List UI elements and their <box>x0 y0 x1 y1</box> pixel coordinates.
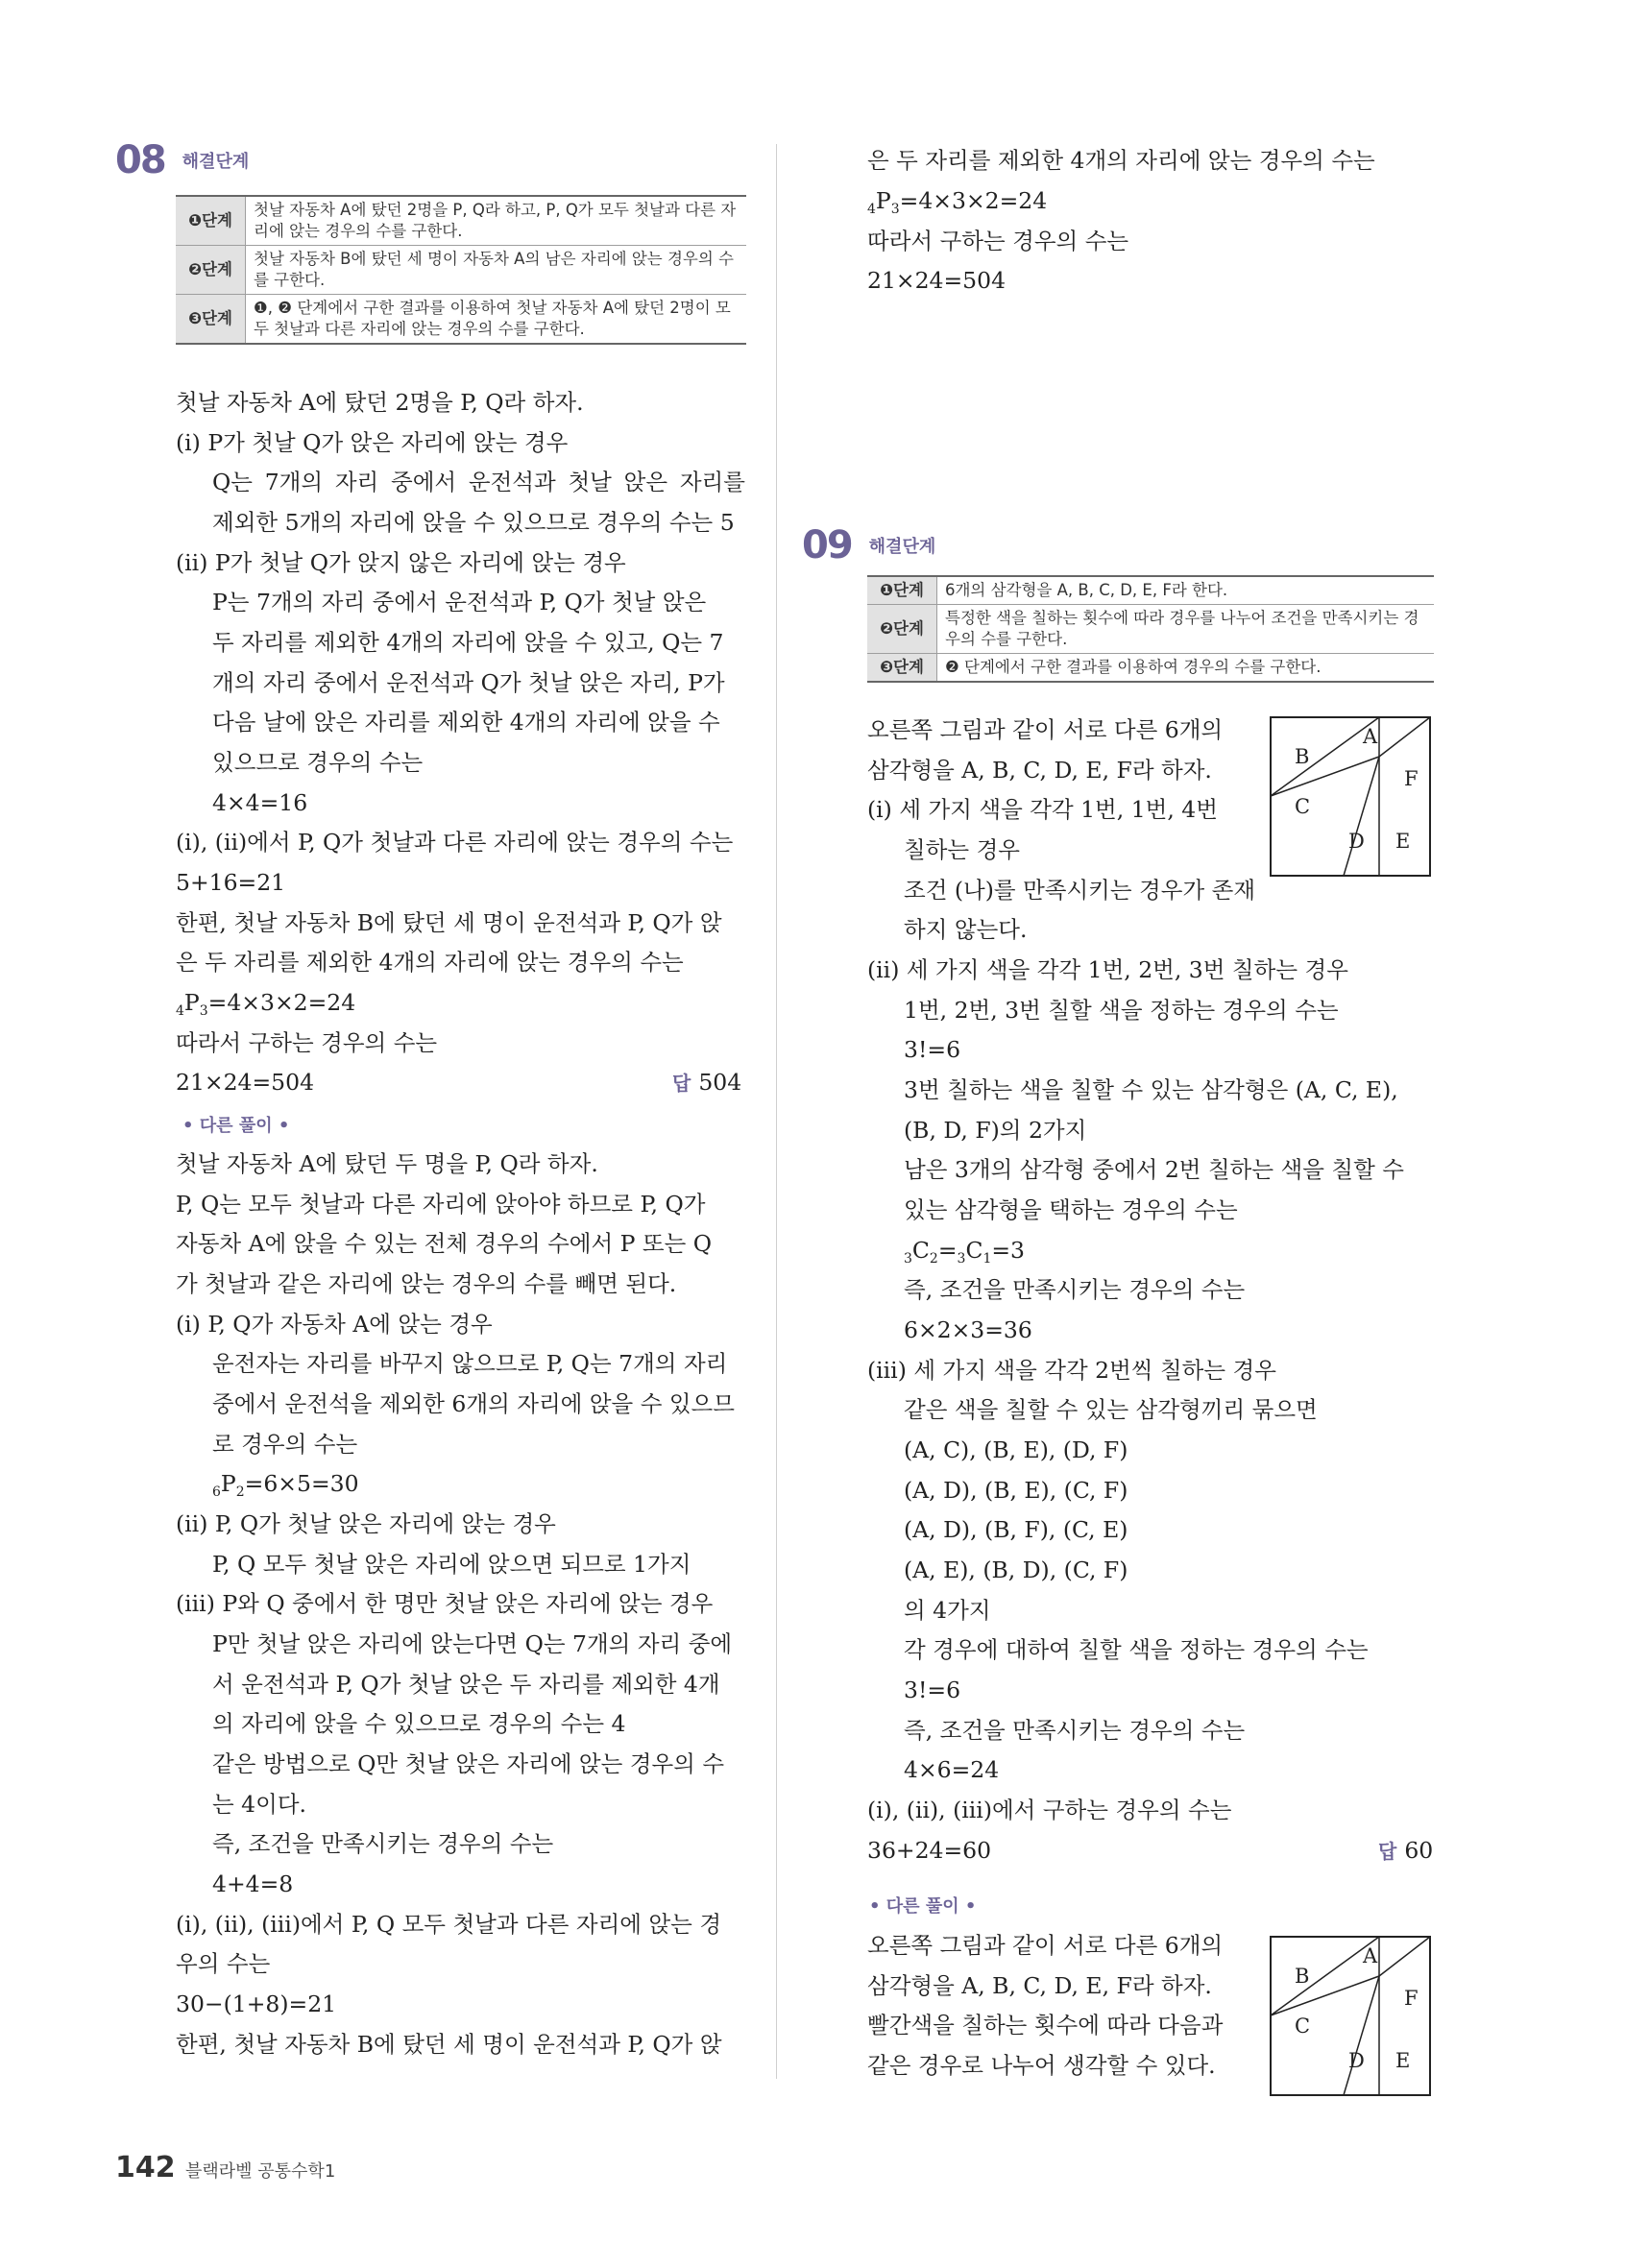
alt-line: 한편, 첫날 자동차 B에 탔던 세 명이 운전석과 P, Q가 앉 <box>176 2031 722 2058</box>
step-text: 첫날 자동차 A에 탔던 2명을 P, Q라 하고, P, Q가 모두 첫날과 다른 자리에 앉는 경우의 수를 구한다. <box>246 196 747 246</box>
alt-line: 첫날 자동차 A에 탔던 두 명을 P, Q라 하자. <box>176 1150 598 1177</box>
solution-line: 6×2×3=36 <box>904 1316 1032 1343</box>
alt-line: (ⅰ), (ⅱ), (ⅲ)에서 P, Q 모두 첫날과 다른 자리에 앉는 경 <box>176 1911 722 1938</box>
alt-line: 운전자는 자리를 바꾸지 않으므로 P, Q는 7개의 자리 <box>212 1350 728 1377</box>
solution-line: 하지 않는다. <box>904 916 1028 943</box>
solution-line: 5+16=21 <box>176 869 286 896</box>
permutation-line <box>867 186 1047 224</box>
perm-body: $P_2=6\times 5=30$ <box>220 1470 359 1500</box>
step-text: 6개의 삼각형을 A, B, C, D, E, F라 한다. <box>937 576 1435 605</box>
step-label: ❸단계 <box>867 654 937 683</box>
solution-line: 4×6=24 <box>904 1756 1000 1783</box>
alt-line: 중에서 운전석을 제외한 6개의 자리에 앉을 수 있으므 <box>212 1390 735 1417</box>
alt-line: 우의 수는 <box>176 1950 271 1977</box>
solution-line: 두 자리를 제외한 4개의 자리에 앉을 수 있고, Q는 7 <box>212 629 724 656</box>
answer-box <box>1378 1836 1433 1866</box>
problem-09-steps-table <box>867 575 1434 683</box>
solution-line: (A, D), (B, F), (C, E) <box>904 1516 1128 1543</box>
step-row <box>867 654 1434 683</box>
alt-line: P, Q 모두 첫날 앉은 자리에 앉으면 되므로 1가지 <box>212 1551 691 1578</box>
label-a: A <box>1363 1944 1378 1967</box>
solution-line: 첫날 자동차 A에 탔던 2명을 P, Q라 하자. <box>176 389 584 416</box>
word: 앉은 <box>623 469 668 495</box>
label-c: C <box>1295 795 1311 818</box>
solution-line: 3!=6 <box>904 1036 961 1063</box>
solution-line: 각 경우에 대하여 칠할 색을 정하는 경우의 수는 <box>904 1636 1369 1663</box>
solution-line: 3!=6 <box>904 1677 961 1703</box>
step-text: ❶, ❷ 단계에서 구한 결과를 이용하여 첫날 자동차 A에 탔던 2명이 모두 첫날과 다른 자리에 앉는 경우의 수를 구한다. <box>246 295 747 345</box>
problem-number: 08 <box>115 138 165 182</box>
alt-line: (ⅰ) P, Q가 자동차 A에 앉는 경우 <box>176 1311 493 1338</box>
page-number: 142 <box>115 2151 176 2184</box>
permutation-line <box>212 1469 359 1507</box>
perm-pre: 4 <box>176 1003 184 1019</box>
perm-body: $P_3=4\times 3\times 2=24$ <box>875 187 1048 217</box>
solution-line: 의 4가지 <box>904 1597 991 1624</box>
perm-sub: 3 <box>890 202 900 217</box>
solution-line: (A, E), (B, D), (C, F) <box>904 1556 1128 1583</box>
solution-steps-tag: 해결단계 <box>868 537 936 557</box>
cont-line: 21×24=504 <box>867 267 1007 294</box>
label-f: F <box>1404 767 1419 790</box>
label-d: D <box>1348 2049 1365 2072</box>
solution-line: 다음 날에 앉은 자리를 제외한 4개의 자리에 앉을 수 <box>212 709 720 736</box>
step-text: 특정한 색을 칠하는 횟수에 따라 경우를 나누어 조건을 만족시키는 경우의 수를 구한다. <box>937 605 1435 654</box>
step-row <box>176 295 746 345</box>
alt-line: 같은 경우로 나누어 생각할 수 있다. <box>867 2052 1216 2079</box>
book-title: 블랙라벨 공통수학1 <box>185 2161 336 2182</box>
word: Q는 <box>212 469 253 495</box>
label-f: F <box>1404 1987 1419 2010</box>
word: 운전석과 <box>468 469 556 495</box>
step-label: ❷단계 <box>867 605 937 654</box>
perm-sub: 2 <box>235 1484 245 1500</box>
answer-value: 504 <box>698 1069 742 1096</box>
alt-line: 가 첫날과 같은 자리에 앉는 경우의 수를 빼면 된다. <box>176 1270 677 1297</box>
alt-line: (ⅱ) P, Q가 첫날 앉은 자리에 앉는 경우 <box>176 1510 556 1537</box>
comb-pre: 3 <box>904 1251 912 1267</box>
alt-line: P만 첫날 앉은 자리에 앉는다면 Q는 7개의 자리 중에 <box>212 1630 733 1657</box>
solution-line: 조건 (나)를 만족시키는 경우가 존재 <box>904 877 1256 904</box>
problem-number: 09 <box>802 523 852 567</box>
solution-line: (B, D, F)의 2가지 <box>904 1117 1087 1144</box>
solution-steps-tag: 해결단계 <box>182 152 250 172</box>
alt-line: (ⅲ) P와 Q 중에서 한 명만 첫날 앉은 자리에 앉는 경우 <box>176 1590 714 1617</box>
label-d: D <box>1348 830 1365 853</box>
solution-line: 같은 색을 칠할 수 있는 삼각형끼리 묶으면 <box>904 1396 1318 1423</box>
solution-line: 삼각형을 A, B, C, D, E, F라 하자. <box>867 757 1212 784</box>
alt-solution-label: • 다른 풀이 • <box>182 1116 290 1136</box>
word: 7개의 <box>264 469 324 495</box>
perm-pre: 6 <box>212 1484 221 1500</box>
column-divider <box>776 144 777 2079</box>
permutation-line <box>176 988 355 1025</box>
step-row <box>176 196 746 246</box>
figure-line <box>1271 757 1379 796</box>
step-text: ❷ 단계에서 구한 결과를 이용하여 경우의 수를 구한다. <box>937 654 1435 683</box>
figure-line <box>1344 1976 1379 2095</box>
solution-line: 있으므로 경우의 수는 <box>212 749 424 776</box>
solution-line: (ⅰ) 세 가지 색을 각각 1번, 1번, 4번 <box>867 796 1218 823</box>
comb-sub: 1 <box>982 1251 992 1267</box>
answer-box <box>672 1068 741 1098</box>
solution-line: 3번 칠하는 색을 칠할 수 있는 삼각형은 (A, C, E), <box>904 1076 1398 1103</box>
solution-line: 4×4=16 <box>212 789 308 816</box>
solution-line: 36+24=60 <box>867 1837 992 1864</box>
label-b: B <box>1295 1965 1310 1988</box>
comb-sub: 2 <box>929 1251 938 1267</box>
solution-line: 21×24=504 <box>176 1069 315 1096</box>
alt-line: 30−(1+8)=21 <box>176 1991 337 2017</box>
solution-line: 즉, 조건을 만족시키는 경우의 수는 <box>904 1276 1246 1303</box>
solution-line: 오른쪽 그림과 같이 서로 다른 6개의 <box>867 716 1224 743</box>
alt-line: 4+4=8 <box>212 1870 294 1897</box>
alt-line: P, Q는 모두 첫날과 다른 자리에 앉아야 하므로 P, Q가 <box>176 1191 706 1218</box>
solution-line: (ⅰ) P가 첫날 Q가 앉은 자리에 앉는 경우 <box>176 429 569 456</box>
answer-label: 답 <box>1378 1840 1397 1863</box>
figure-line <box>1271 1976 1379 2015</box>
solution-line: 있는 삼각형을 택하는 경우의 수는 <box>904 1196 1238 1223</box>
step-label: ❸단계 <box>176 295 246 345</box>
solution-line: P는 7개의 자리 중에서 운전석과 P, Q가 첫날 앉은 <box>212 589 707 615</box>
figure-line <box>1379 1937 1430 1976</box>
solution-line: 한편, 첫날 자동차 B에 탔던 세 명이 운전석과 P, Q가 앉 <box>176 909 722 936</box>
solution-line: 제외한 5개의 자리에 앉을 수 있으므로 경우의 수는 5 <box>212 509 735 536</box>
cont-line: 은 두 자리를 제외한 4개의 자리에 앉는 경우의 수는 <box>867 147 1375 174</box>
word: 첫날 <box>568 469 612 495</box>
alt-line: 즉, 조건을 만족시키는 경우의 수는 <box>212 1830 554 1857</box>
solution-line: (ⅱ) P가 첫날 Q가 앉지 않은 자리에 앉는 경우 <box>176 549 626 576</box>
combination-line: $_3C_2=_3C_1=3$ <box>904 1237 1026 1267</box>
answer-value: 60 <box>1404 1837 1434 1864</box>
alt-line: 자동차 A에 앉을 수 있는 전체 경우의 수에서 P 또는 Q <box>176 1230 713 1257</box>
alt-solution-label: • 다른 풀이 • <box>869 1896 977 1917</box>
solution-line: 남은 3개의 삼각형 중에서 2번 칠하는 색을 칠할 수 <box>904 1156 1404 1183</box>
step-label: ❶단계 <box>867 576 937 605</box>
solution-line: (A, D), (B, E), (C, F) <box>904 1477 1128 1504</box>
label-e: E <box>1395 2049 1411 2072</box>
alt-line: 오른쪽 그림과 같이 서로 다른 6개의 <box>867 1932 1224 1959</box>
perm-sub: 3 <box>199 1003 208 1019</box>
step-row <box>176 246 746 295</box>
triangle-figure <box>1270 1936 1431 2096</box>
perm-pre: 4 <box>867 202 876 217</box>
problem-08-header <box>115 138 249 182</box>
solution-line: 칠하는 경우 <box>904 836 1020 863</box>
word: 중에서 <box>391 469 457 495</box>
comb-pre: 3 <box>957 1251 966 1267</box>
step-label: ❶단계 <box>176 196 246 246</box>
alt-line: 같은 방법으로 Q만 첫날 앉은 자리에 앉는 경우의 수 <box>212 1750 725 1777</box>
step-row <box>867 605 1434 654</box>
label-b: B <box>1295 745 1310 768</box>
solution-line: 1번, 2번, 3번 칠할 색을 정하는 경우의 수는 <box>904 997 1339 1024</box>
solution-line: (ⅰ), (ⅱ)에서 P, Q가 첫날과 다른 자리에 앉는 경우의 수는 <box>176 829 734 856</box>
label-c: C <box>1295 2015 1311 2038</box>
problem-08-steps-table <box>176 195 746 345</box>
cont-line: 따라서 구하는 경우의 수는 <box>867 228 1129 254</box>
figure-line <box>1379 717 1430 757</box>
alt-line: 서 운전석과 P, Q가 첫날 앉은 두 자리를 제외한 4개 <box>212 1671 720 1698</box>
solution-line: 은 두 자리를 제외한 4개의 자리에 앉는 경우의 수는 <box>176 949 684 976</box>
alt-line: 는 4이다. <box>212 1791 306 1818</box>
problem-09-header <box>802 523 935 567</box>
alt-line: 로 경우의 수는 <box>212 1431 358 1458</box>
solution-line: (ⅱ) 세 가지 색을 각각 1번, 2번, 3번 칠하는 경우 <box>867 956 1348 983</box>
solution-line: 개의 자리 중에서 운전석과 Q가 첫날 앉은 자리, P가 <box>212 669 725 696</box>
step-text: 첫날 자동차 B에 탔던 세 명이 자동차 A의 남은 자리에 앉는 경우의 수를 구한다. <box>246 246 747 295</box>
solution-line: 따라서 구하는 경우의 수는 <box>176 1029 438 1056</box>
solution-line <box>212 468 745 496</box>
alt-line: 의 자리에 앉을 수 있으므로 경우의 수는 4 <box>212 1710 626 1737</box>
triangle-figure <box>1270 716 1431 877</box>
word: 자리를 <box>679 469 745 495</box>
solution-line: (ⅰ), (ⅱ), (ⅲ)에서 구하는 경우의 수는 <box>867 1797 1232 1823</box>
perm-body: $P_3=4\times 3\times 2=24$ <box>183 989 356 1019</box>
step-label: ❷단계 <box>176 246 246 295</box>
solution-line: 즉, 조건을 만족시키는 경우의 수는 <box>904 1717 1246 1744</box>
step-row <box>867 576 1434 605</box>
label-a: A <box>1363 725 1378 748</box>
alt-line: 빨간색을 칠하는 횟수에 따라 다음과 <box>867 2012 1224 2039</box>
word: 자리 <box>334 469 379 495</box>
answer-label: 답 <box>672 1072 691 1095</box>
solution-line: (ⅲ) 세 가지 색을 각각 2번씩 칠하는 경우 <box>867 1357 1276 1384</box>
solution-line: (A, C), (B, E), (D, F) <box>904 1436 1128 1463</box>
figure-line <box>1344 757 1379 876</box>
alt-line: 삼각형을 A, B, C, D, E, F라 하자. <box>867 1972 1212 1999</box>
label-e: E <box>1395 830 1411 853</box>
